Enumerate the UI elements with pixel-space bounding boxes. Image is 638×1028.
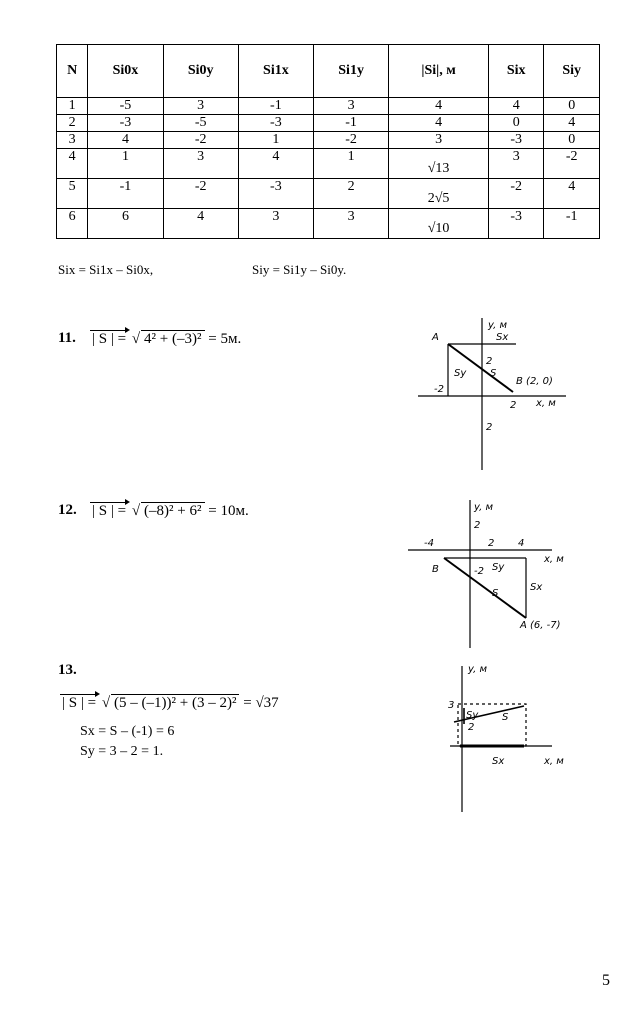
cell: 6 [88,209,163,239]
cell: 3 [389,132,489,149]
tick-label: 4 [518,538,525,549]
table-row [57,132,600,149]
table-row [57,98,600,115]
vector-lhs: | S | = [62,695,97,711]
cell: 0 [544,98,600,115]
magnitude-formula: | S | = √ (5 – (–1))² + (3 – 2)² = √37 [62,695,279,711]
table-row [57,149,600,179]
point-a-label: A [432,332,439,343]
magnitude-formula: | S | = √ 4² + (–3)² = 5м. [92,331,242,347]
table-row [57,115,600,132]
radicand: (5 – (–1))² + (3 – 2)² [111,694,239,712]
sy-label: Sy [492,562,505,573]
table-row [57,209,600,239]
axis-y-label: y, м [468,664,488,675]
cell: 4 [488,98,543,115]
cell: 0 [488,115,543,132]
sx-label: Sx [530,582,543,593]
table-row [57,179,600,209]
cell: -3 [238,115,313,132]
cell: -1 [238,98,313,115]
tick-label: 2 [510,400,517,411]
sy-calc: Sy = 3 – 2 = 1. [80,744,164,759]
sketch-11 [418,318,568,473]
cell: -2 [488,179,543,209]
cell: 3 [163,149,238,179]
formula-siy: Siy = Si1y – Si0y. [252,262,347,277]
cell: 4 [544,179,600,209]
col-header: N [57,45,88,98]
sx-calc: Sx = S – (-1) = 6 [80,724,175,739]
cell: 1 [57,98,88,115]
tick-label: 2 [486,422,493,433]
cell: -3 [488,209,543,239]
cell: 4 [389,98,489,115]
formula-six: Six = Si1x – Si0x, [58,262,154,277]
cell: -5 [88,98,163,115]
magnitude-formula: | S | = √ (–8)² + 6² = 10м. [92,503,249,519]
vector-lhs: | S | = [92,503,127,519]
cell: 3 [57,132,88,149]
cell: 3 [488,149,543,179]
axis-x-label: x, м [544,756,564,767]
cell: 4 [389,115,489,132]
cell: 4 [88,132,163,149]
tick-label: -4 [424,538,434,549]
point-b-label: B [432,564,439,575]
point-a-label: A (6, -7) [520,620,561,631]
vector-lhs: | S | = [92,331,127,347]
cell: 3 [163,98,238,115]
col-header: Si0y [163,45,238,98]
cell: 3 [314,209,389,239]
cell: -3 [88,115,163,132]
sketch-13 [440,660,580,815]
cell: 1 [88,149,163,179]
result: = 5м. [208,331,242,347]
result: = √37 [243,695,279,711]
col-header: |Si|, м [389,45,489,98]
cell: 1 [238,132,313,149]
col-header: Six [488,45,543,98]
radicand: (–8)² + 6² [141,502,204,520]
tick-label: 2 [474,520,481,531]
result: = 10м. [208,503,249,519]
cell: 6 [57,209,88,239]
problem-number: 11. [58,330,76,346]
cell: -1 [88,179,163,209]
cell: 4 [544,115,600,132]
col-header: Si0x [88,45,163,98]
cell: 5 [57,179,88,209]
sx-label: Sx [492,756,505,767]
tick-label: -2 [474,566,484,577]
cell: 4 [57,149,88,179]
cell: -2 [163,132,238,149]
cell: -2 [544,149,600,179]
cell: 4 [163,209,238,239]
tick-label: 2 [486,356,493,367]
s-label: S [490,368,497,379]
cell: √13 [389,149,489,179]
tick-label: -2 [434,384,444,395]
problem-number: 12. [58,502,77,518]
tick-label: 2 [488,538,495,549]
cell: 2√5 [389,179,489,209]
cell: -3 [238,179,313,209]
axis-x-label: x, м [544,554,564,565]
cell: -2 [314,132,389,149]
cell: 2 [314,179,389,209]
axis-y-label: y, м [474,502,494,513]
s-label: S [492,588,499,599]
values-table [56,44,600,239]
radicand: 4² + (–3)² [141,330,204,348]
tick-label: 2 [468,722,475,733]
cell: 3 [314,98,389,115]
tick-label: 3 [448,700,455,711]
cell: √10 [389,209,489,239]
col-header: Si1y [314,45,389,98]
cell: 4 [238,149,313,179]
cell: -5 [163,115,238,132]
problem-number: 13. [58,662,77,678]
cell: -3 [488,132,543,149]
axis-x-label: x, м [536,398,556,409]
s-label: S [502,712,509,723]
cell: 1 [314,149,389,179]
sy-label: Sy [454,368,467,379]
sketch-12 [408,500,578,650]
point-b-label: B (2, 0) [516,376,553,387]
cell: -1 [544,209,600,239]
axis-y-label: y, м [488,320,508,331]
cell: 2 [57,115,88,132]
cell: 0 [544,132,600,149]
col-header: Siy [544,45,600,98]
s-vector [444,558,526,618]
sy-label: Sy [466,710,479,721]
cell: -1 [314,115,389,132]
cell: -2 [163,179,238,209]
sx-label: Sx [496,332,509,343]
col-header: Si1x [238,45,313,98]
page-number: 5 [602,972,610,989]
table-header-row [57,45,600,98]
cell: 3 [238,209,313,239]
